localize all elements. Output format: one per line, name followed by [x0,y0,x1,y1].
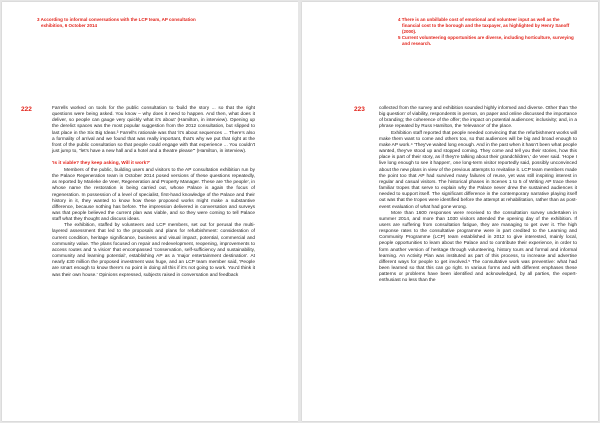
footnote-line: and research. [402,41,432,46]
footnote-line: 4 There is an unbillable cost of emotional and volunteer input as well as the [398,17,560,22]
page-number: 222 [21,106,32,113]
left-page [2,2,298,421]
paragraph: Farrells worked on tools for the public consultation to 'build the story ... so that the right questions were being asked. You know – why does it need to happen. And then, what does it deliver, so people can gauge very quickly what it's about' (Hamilton, in interview). Opening up the derelict spaces was the most popular suggestion from the 2012 consultation, but slipped to last place in the Six Big Ideas.³ Farrell's rationale was that 'it's about sequences ... There's also a formality of arrival and we found that was really important, that's why we put that right at the front of the public consultation so that people could engage with that experience ... You couldn't just jump to, "let's have a new hall and a hotel and a theatre please"' (Hamilton, in interview). [52,106,255,155]
footnote-line: 3 According to informal conversations with the LCP team, AP consultation [37,17,196,22]
footnote-line: financial cost to the borough and the taxpayer, as highlighted by Henry Sanoff [402,23,570,28]
paragraph: Members of the public, building users and visitors to the AP consultation exhibition run by the Palace Regeneration team in October 2014 posed versions of these questions repeatedly, as reported by Marieke de Veer, Regeneration and Property Manager. These are 'the people', in whose name the restoration is being carried out, whose Palace is again the focus of regeneration. In possession of a level of specialist, first-hand knowledge of the Palace and their history in it, they wanted to know how these proposed works might make a substantive difference, because nothing has before. The impression delivered in conversation and surveys was that people believed the current plan was viable, and so they were coming to tell Palace staff what they thought and discuss ideas. [52,167,255,223]
footnote-line: (2000). [402,29,417,34]
page-number: 223 [354,106,365,113]
footnote-line: exhibition, 6 October 2014 [41,23,98,28]
paragraph: Exhibition staff reported that people needed convincing that the refurbishment works will make them want to come and others too, so that audiences will be big and broad enough to make AP work.⁴ 'They've waited long enough. And in the past when it hasn't been what people wanted, they've stood up and stopped coming. They come and tell you their stories, how this place is part of their story, as if they're talking about their grandchildren,' de Veer said. 'Hope I live long enough to see it happen', one long-term visitor reportedly said, possibly unconvinced about the new plans in view of the previous attempts to revitalise it. LCP team members made the point too that AP had survived many failures of reuse, yet was still inspiring interest in regular and casual visitors. The historical phases in Scenes 1 to 5 of Writing AP trace these familiar tropes that serve to explain why the Palace never drew the sustained audiences it needed to support itself. The significant difference in the contemporary narrative playing itself out was that the tropes were identified before the attempt at rehabilitation, rather than as post-event evaluation of what had gone wrong. [379,130,577,210]
body-text [379,106,577,285]
paragraph: The exhibition, staffed by volunteers and LCP members, set out for perusal the multi-layered assessment that led to the proposals and plans for refurbishment: consideration of current condition, heritage significance, business and visual impact, potential, commercial and community value. The plans focused on repair and redevelopment, reopening, improvements to access routes and 'a vision' that encompassed 'conservation, self-sufficiency and sustainability, community and learning potential', establishing AP as a 'major entertainment destination'. At nearly £30 million the proposed investment was huge, and an LCP team member said, 'People are smart enough to know there's no point in doing all this if it's not going to work. You'd think it was their own house.' Opinions expressed, subjects raised in conversation and feedback [52,223,255,278]
footnote-line: 5 Current volunteering opportunities are diverse, including horticulture, surveying [398,35,574,40]
footnote-block [37,17,267,29]
section-heading: 'Is it viable? they keep asking, Will it work?' [52,161,151,167]
paragraph: More than 1600 responses were received to the consultation survey undertaken in summer 2014, and more than 1030 visitors attended the opening day of the exhibition. If users are suffering from consultation fatigue, they are managing to get over it. The high response rates to the consultative programme were in part credited to the Learning and Community Programme (LCP) team established in 2012 to give interested, mainly local, people opportunities to learn about the Palace and to contribute their experience, in order to form another version of heritage through volunteering, history tours and formal and informal learning. An Activity Plan was instituted as part of this process, to increase and advertise different ways for people to get involved.⁵ The consultative work was preventive: what had been learned so that this can go right. In various forms and with different emphases these patterns or problems have been identified and acknowledged, by all parties, the expert-enthusiast no less than the [379,210,577,284]
right-page [302,2,598,421]
body-text [52,106,255,279]
footnote-block [398,17,578,47]
paragraph: collected from the survey and exhibition sounded highly informed and diverse. Other than 'the big question' of viability, respondents in person, on paper and online discussed the importance of branding; the coherence of the offer; the impact on potential audiences; inclusivity; and, in a phrase repeated by Russ Hamilton, the 'relevance' of the place. [379,106,577,130]
